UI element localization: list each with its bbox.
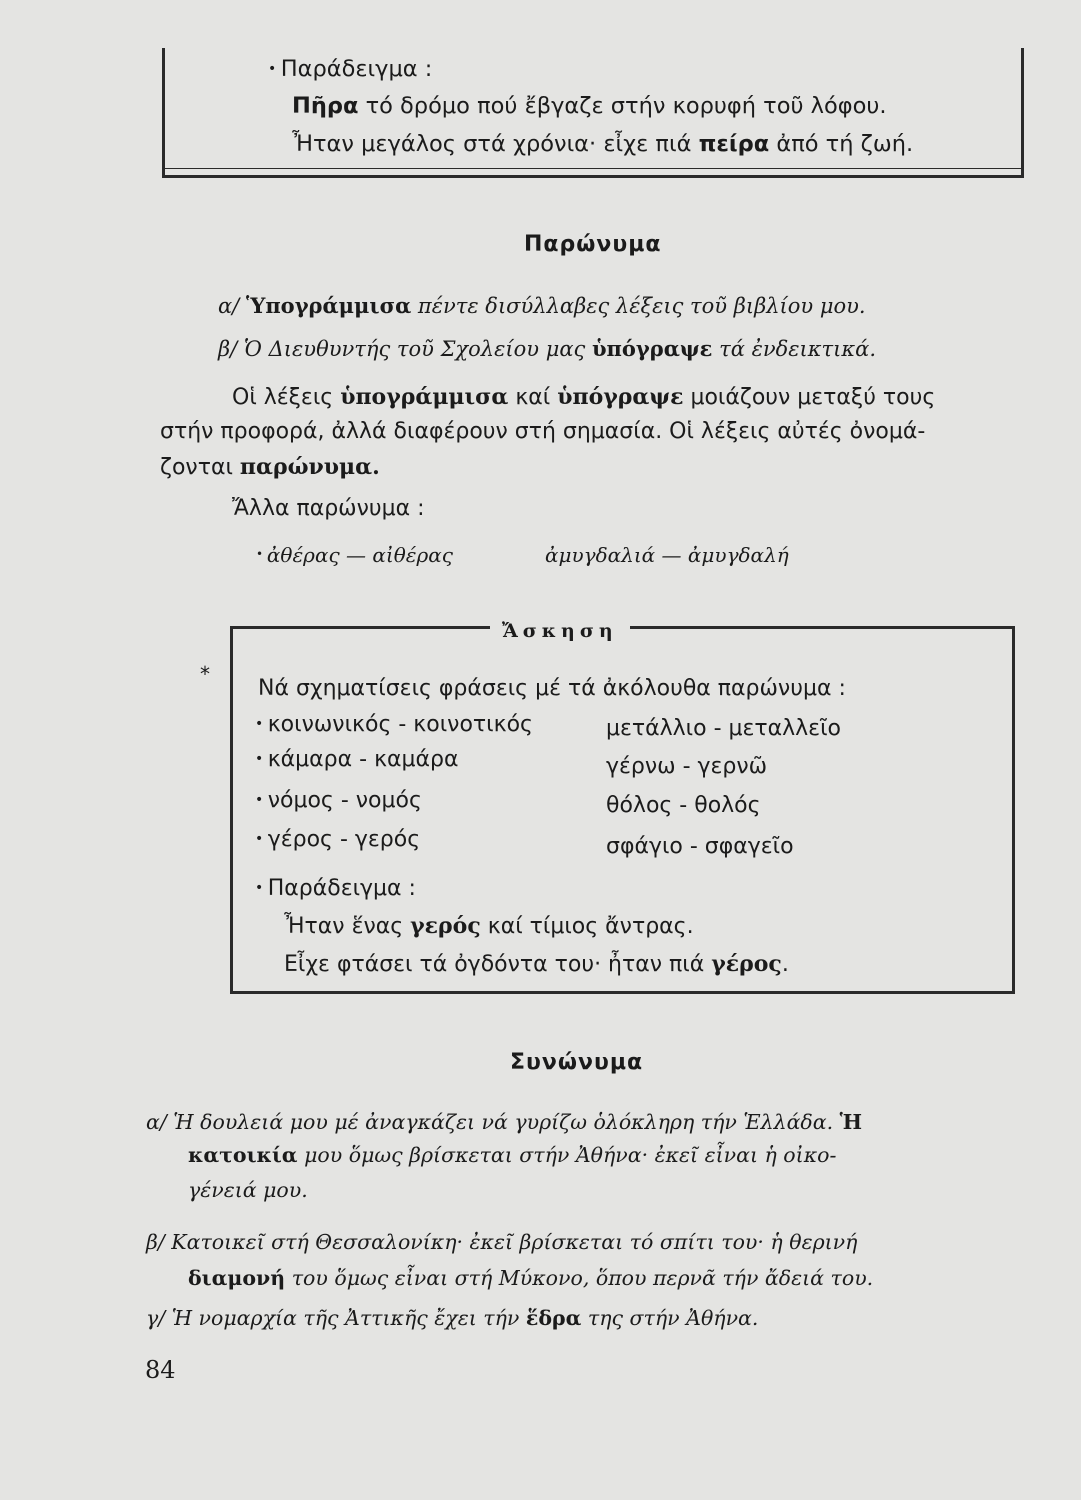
synonyma-item-b-line-1: β/ Κατοικεῖ στή Θεσσαλονίκη· ἐκεῖ βρίσκεται τό σπίτι του· ἡ θερινή <box>146 1230 858 1254</box>
exercise-example-line-2: Εἶχε φτάσει τά ὀγδόντα του· ἦταν πιά γέρος. <box>284 951 789 977</box>
synonyma-item-c: γ/ Ἡ νομαρχία τῆς Ἀττικῆς ἔχει τήν ἕδρα της στήν Ἀθήνα. <box>146 1306 759 1330</box>
paronyma-item-a: α/ Ὑπογράμμισα πέντε δισύλλαβες λέξεις τοῦ βιβλίου μου. <box>218 293 866 318</box>
example-label: • Παράδειγμα : <box>268 56 432 82</box>
pair-left-1: • κοινωνικός - κοινοτικός <box>255 712 533 737</box>
synonyma-item-a-line-1: α/ Ἡ δουλειά μου μέ ἀναγκάζει νά γυρίζω ὁλόκληρη τήν Ἑλλάδα. Ἡ <box>146 1110 863 1134</box>
pair-left-2: • κάμαρα - καμάρα <box>255 747 459 772</box>
paronyma-heading: Παρώνυμα <box>524 232 662 257</box>
paronyma-paragraph-line-2: στήν προφορά, ἀλλά διαφέρουν στή σημασία. Οἱ λέξεις αὐτές ὀνομά- <box>160 419 926 444</box>
exercise-title: Ἄσκηση <box>490 620 630 642</box>
pair-right-3: θόλος - θολός <box>606 793 761 818</box>
pair-right-1: μετάλλιο - μεταλλεῖο <box>606 716 841 741</box>
synonyma-heading: Συνώνυμα <box>510 1050 644 1075</box>
example-box-divider <box>162 168 1024 169</box>
exercise-example-label: • Παράδειγμα : <box>255 876 416 901</box>
exercise-instruction: Νά σχηματίσεις φράσεις μέ τά ἀκόλουθα παρώνυμα : <box>258 676 846 701</box>
other-paronyma-label: Ἄλλα παρώνυμα : <box>232 496 425 521</box>
synonyma-item-b-line-2: διαμονή του ὅμως εἶναι στή Μύκονο, ὅπου περνᾶ τήν ἄδειά του. <box>188 1266 874 1290</box>
other-paronyma-pair-1: • ἀθέρας — αἰθέρας <box>256 543 453 567</box>
pair-left-3: • νόμος - νομός <box>255 788 422 813</box>
example-line-1: Πῆρα τό δρόμο πού ἔβγαζε στήν κορυφή τοῦ λόφου. <box>292 93 887 119</box>
other-paronyma-pair-2: ἀμυγδαλιά — ἀμυγδαλή <box>545 543 789 567</box>
exercise-example-line-1: Ἦταν ἕνας γερός καί τίμιος ἄντρας. <box>284 913 694 939</box>
example-line-2: Ἦταν μεγάλος στά χρόνια· εἶχε πιά πείρα ἀπό τή ζωή. <box>292 131 914 157</box>
pair-left-4: • γέρος - γερός <box>255 827 420 852</box>
pair-right-2: γέρνω - γερνῶ <box>606 754 768 779</box>
paronyma-item-b: β/ Ὁ Διευθυντής τοῦ Σχολείου μας ὑπόγραψε τά ἐνδεικτικά. <box>218 336 877 361</box>
exercise-star: * <box>200 662 210 686</box>
pair-right-4: σφάγιο - σφαγεῖο <box>606 834 794 859</box>
paronyma-paragraph-line-1: Οἱ λέξεις ὑπογράμμισα καί ὑπόγραψε μοιάζουν μεταξύ τους <box>232 384 936 410</box>
page-number: 84 <box>145 1356 176 1384</box>
paronyma-paragraph-line-3: ζονται παρώνυμα. <box>160 454 380 480</box>
synonyma-item-a-line-2: κατοικία μου ὅμως βρίσκεται στήν Ἀθήνα· ἐκεῖ εἶναι ἡ οἰκο- <box>188 1143 837 1167</box>
synonyma-item-a-line-3: γένειά μου. <box>188 1178 308 1202</box>
